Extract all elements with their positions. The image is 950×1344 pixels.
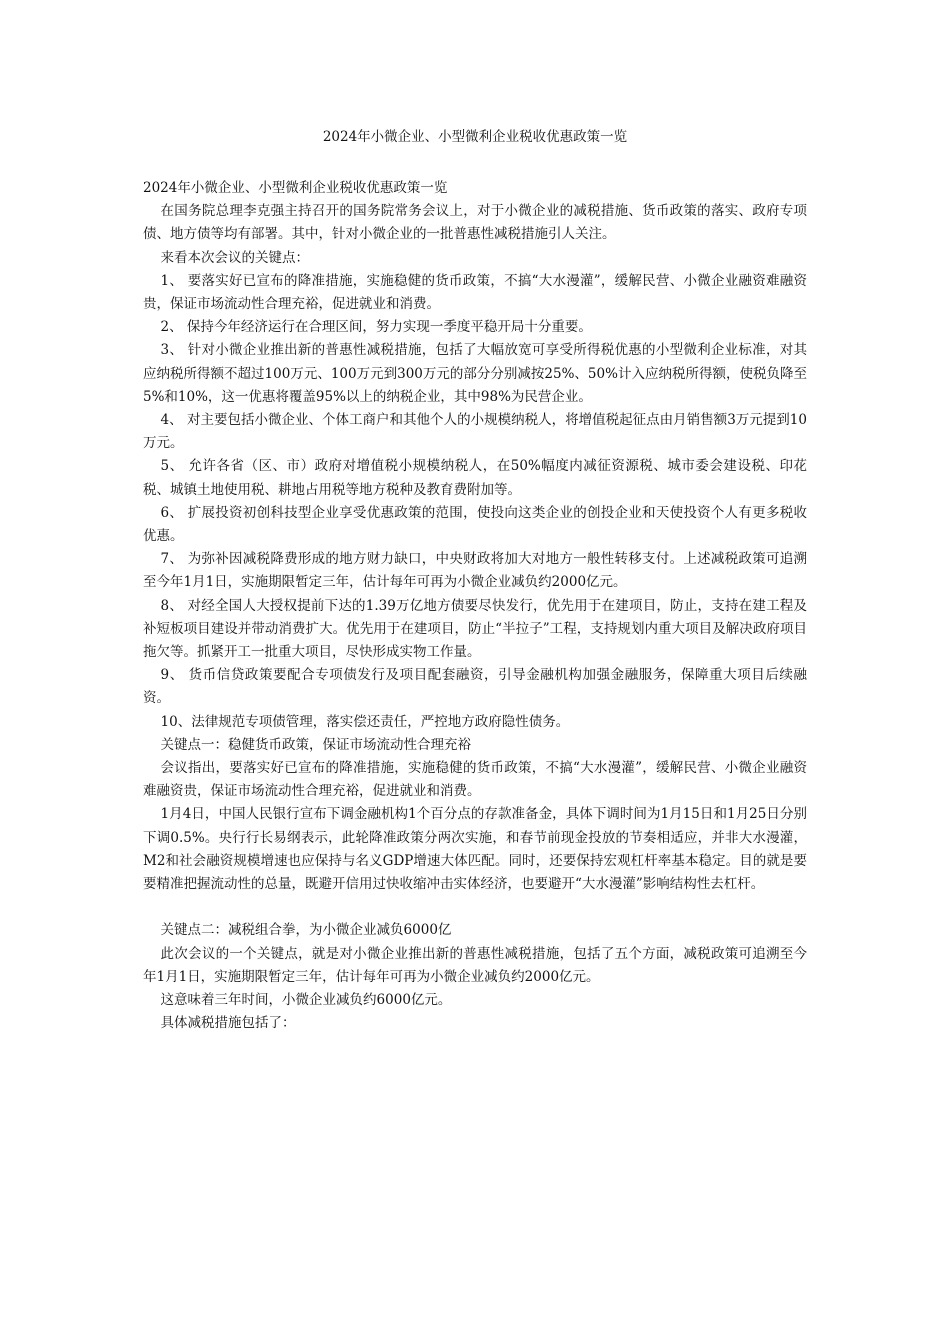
- list-item-5: 5、 允许各省（区、市）政府对增值税小规模纳税人，在50%幅度内减征资源税、城市委会建设税、印花税、城镇土地使用税、耕地占用税等地方税种及教育费附加等。: [143, 458, 807, 498]
- section-1-paragraph-2: 1月4日，中国人民银行宣布下调金融机构1个百分点的存款准备金，具体下调时间为1月15日和1月25日分别下调0.5%。央行行长易纲表示，此轮降准政策分两次实施，和春节前现金投放的节奏相适应，并非大水漫灌，M2和社会融资规模增速也应保持与名义GDP增速大体匹配。同时，还要保持宏观杠杆率基本稳定。目的就是要要精准把握流动性的总量，既避开信用过快收缩冲击实体经济，也要避开“大水漫灌”影响结构性去杠杆。: [143, 806, 807, 893]
- list-item-10: 10、法律规范专项债管理，落实偿还责任，严控地方政府隐性债务。: [160, 713, 570, 730]
- intro-paragraph: 在国务院总理李克强主持召开的国务院常务会议上，对于小微企业的减税措施、货币政策的落实、政府专项债、地方债等均有部署。其中，针对小微企业的一批普惠性减税措施引人关注。: [143, 203, 807, 243]
- section-2-paragraph-3: 具体减税措施包括了：: [160, 1015, 296, 1032]
- list-item-9: 9、 货币信贷政策要配合专项债发行及项目配套融资，引导金融机构加强金融服务，保障重大项目后续融资。: [143, 667, 807, 707]
- document-title: 2024年小微企业、小型微利企业税收优惠政策一览: [322, 129, 628, 145]
- list-item-1: 1、 要落实好已宣布的降准措施，实施稳健的货币政策，不搞“大水漫灌”，缓解民营、小微企业融资难融资贵，保证市场流动性合理充裕，促进就业和消费。: [143, 272, 807, 313]
- list-item-7: 7、 为弥补因减税降费形成的地方财力缺口，中央财政将加大对地方一般性转移支付。上述减税政策可追溯至今年1月1日，实施期限暂定三年，估计每年可再为小微企业减负约2000亿元。: [143, 551, 807, 591]
- list-item-6: 6、 扩展投资初创科技型企业享受优惠政策的范围，使投向这类企业的创投企业和天使投资个人有更多税收优惠。: [143, 504, 807, 545]
- section-heading-2: 关键点二：减税组合拳，为小微企业减负6000亿: [160, 922, 452, 939]
- section-1-paragraph-1: 会议指出，要落实好已宣布的降准措施，实施稳健的货币政策，不搞“大水漫灌”，缓解民营、小微企业融资难融资贵，保证市场流动性合理充裕，促进就业和消费。: [143, 760, 807, 800]
- section-heading-1: 关键点一：稳健货币政策，保证市场流动性合理充裕: [160, 736, 472, 753]
- section-2-paragraph-1: 此次会议的一个关键点，就是对小微企业推出新的普惠性减税措施，包括了五个方面，减税政策可追溯至今年1月1日，实施期限暂定三年，估计每年可再为小微企业减负约2000亿元。: [143, 945, 807, 985]
- body-heading: 2024年小微企业、小型微利企业税收优惠政策一览: [143, 180, 448, 196]
- key-points-lead: 来看本次会议的关键点：: [160, 249, 310, 266]
- list-item-8: 8、 对经全国人大授权提前下达的1.39万亿地方债要尽快发行，优先用于在建项目，防止，支持在建工程及补短板项目建设并带动消费扩大。优先用于在建项目，防止“半拉子”工程，支持规划内重大项目及解决政府项目拖欠等。抓紧开工一批重大项目，尽快形成实物工作量。: [143, 597, 807, 661]
- list-item-2: 2、 保持今年经济运行在合理区间，努力实现一季度平稳开局十分重要。: [160, 319, 592, 336]
- section-2-paragraph-2: 这意味着三年时间，小微企业减负约6000亿元。: [160, 991, 452, 1008]
- list-item-3: 3、 针对小微企业推出新的普惠性减税措施，包括了大幅放宽可享受所得税优惠的小型微利企业标准，对其应纳税所得额不超过100万元、100万元到300万元的部分分别减按25%、50%计入应纳税所得额，使税负降至5%和10%，这一优惠将覆盖95%以上的纳税企业，其中98%为民营企业。: [143, 342, 808, 405]
- list-item-4: 4、 对主要包括小微企业、个体工商户和其他个人的小规模纳税人，将增值税起征点由月销售额3万元提到10万元。: [143, 412, 807, 452]
- document-body: [143, 177, 807, 1035]
